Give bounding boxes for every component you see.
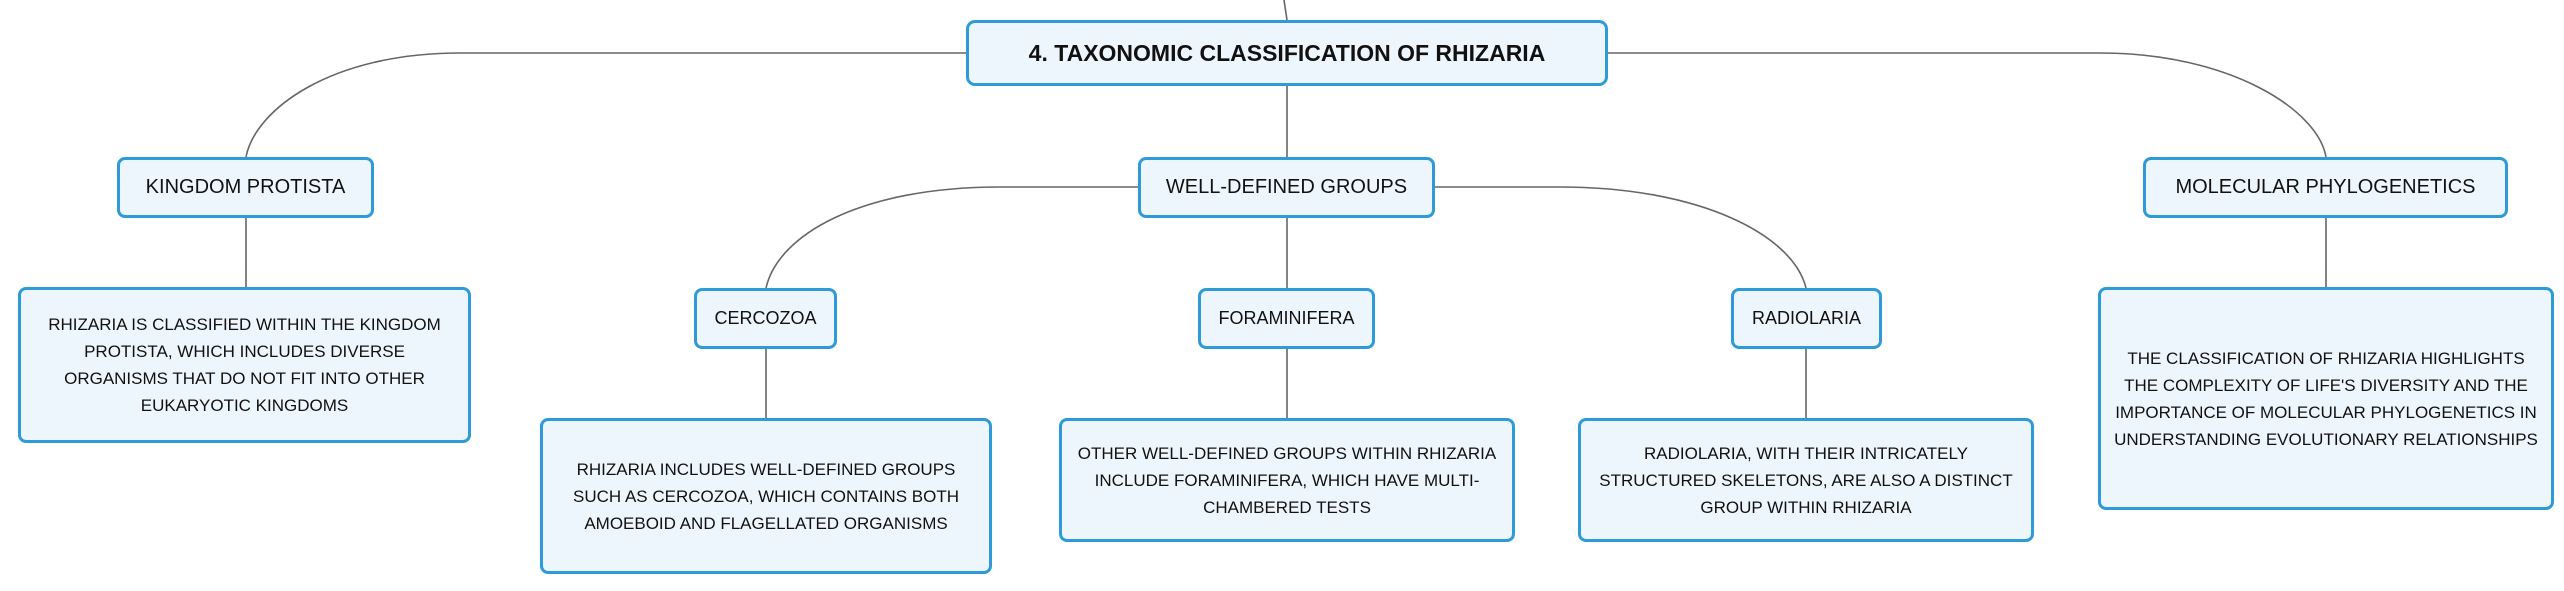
topic-foraminifera-label: FORAMINIFERA	[1218, 308, 1355, 328]
detail-kingdom-protista-text: RHIZARIA IS CLASSIFIED WITHIN THE KINGDOM PROTISTA, WHICH INCLUDES DIVERSE ORGANISMS THAT DO NOT FIT INTO OTHER EUKARYOTIC KINGDOMS	[48, 315, 441, 415]
connector-root-to-kingdom-protista	[246, 53, 966, 157]
detail-cercozoa[interactable]	[540, 418, 992, 574]
detail-foraminifera[interactable]	[1059, 418, 1515, 542]
topic-molecular-phylogenetics-label: MOLECULAR PHYLOGENETICS	[2175, 176, 2476, 198]
detail-molecular-phylogenetics[interactable]	[2098, 287, 2554, 510]
topic-well-defined-groups[interactable]	[1138, 157, 1435, 218]
detail-foraminifera-text: OTHER WELL-DEFINED GROUPS WITHIN RHIZARIA INCLUDE FORAMINIFERA, WHICH HAVE MULTI-CHAMBERED TESTS	[1077, 443, 1497, 517]
connector-groups-to-radiolaria	[1435, 187, 1806, 288]
root-topic-label: 4. TAXONOMIC CLASSIFICATION OF RHIZARIA	[1028, 39, 1546, 66]
connector-root-to-molecular-phylogenetics	[1608, 53, 2326, 157]
detail-radiolaria-text: RADIOLARIA, WITH THEIR INTRICATELY STRUCTURED SKELETONS, ARE ALSO A DISTINCT GROUP WITHIN RHIZARIA	[1599, 443, 2013, 517]
topic-radiolaria-label: RADIOLARIA	[1751, 308, 1862, 328]
detail-molecular-phylogenetics-text: THE CLASSIFICATION OF RHIZARIA HIGHLIGHTS THE COMPLEXITY OF LIFE'S DIVERSITY AND THE IMPORTANCE OF MOLECULAR PHYLOGENETICS IN UNDERSTANDING EVOLUTIONARY RELATIONSHIPS	[2114, 348, 2538, 449]
topic-well-defined-groups-label: WELL-DEFINED GROUPS	[1165, 176, 1408, 198]
connector-root-incoming	[1284, 0, 1287, 20]
topic-cercozoa-label: CERCOZOA	[714, 308, 817, 328]
topic-foraminifera[interactable]	[1198, 288, 1375, 349]
topic-cercozoa[interactable]	[694, 288, 837, 349]
topic-radiolaria[interactable]	[1731, 288, 1882, 349]
topic-kingdom-protista-label: KINGDOM PROTISTA	[145, 176, 346, 198]
detail-radiolaria[interactable]	[1578, 418, 2034, 542]
topic-kingdom-protista[interactable]	[117, 157, 374, 218]
detail-cercozoa-text: RHIZARIA INCLUDES WELL-DEFINED GROUPS SUCH AS CERCOZOA, WHICH CONTAINS BOTH AMOEBOID AND FLAGELLATED ORGANISMS	[573, 459, 959, 533]
connector-groups-to-cercozoa	[766, 187, 1138, 288]
topic-molecular-phylogenetics[interactable]	[2143, 157, 2508, 218]
detail-kingdom-protista[interactable]	[18, 287, 471, 443]
root-topic[interactable]	[966, 20, 1608, 86]
